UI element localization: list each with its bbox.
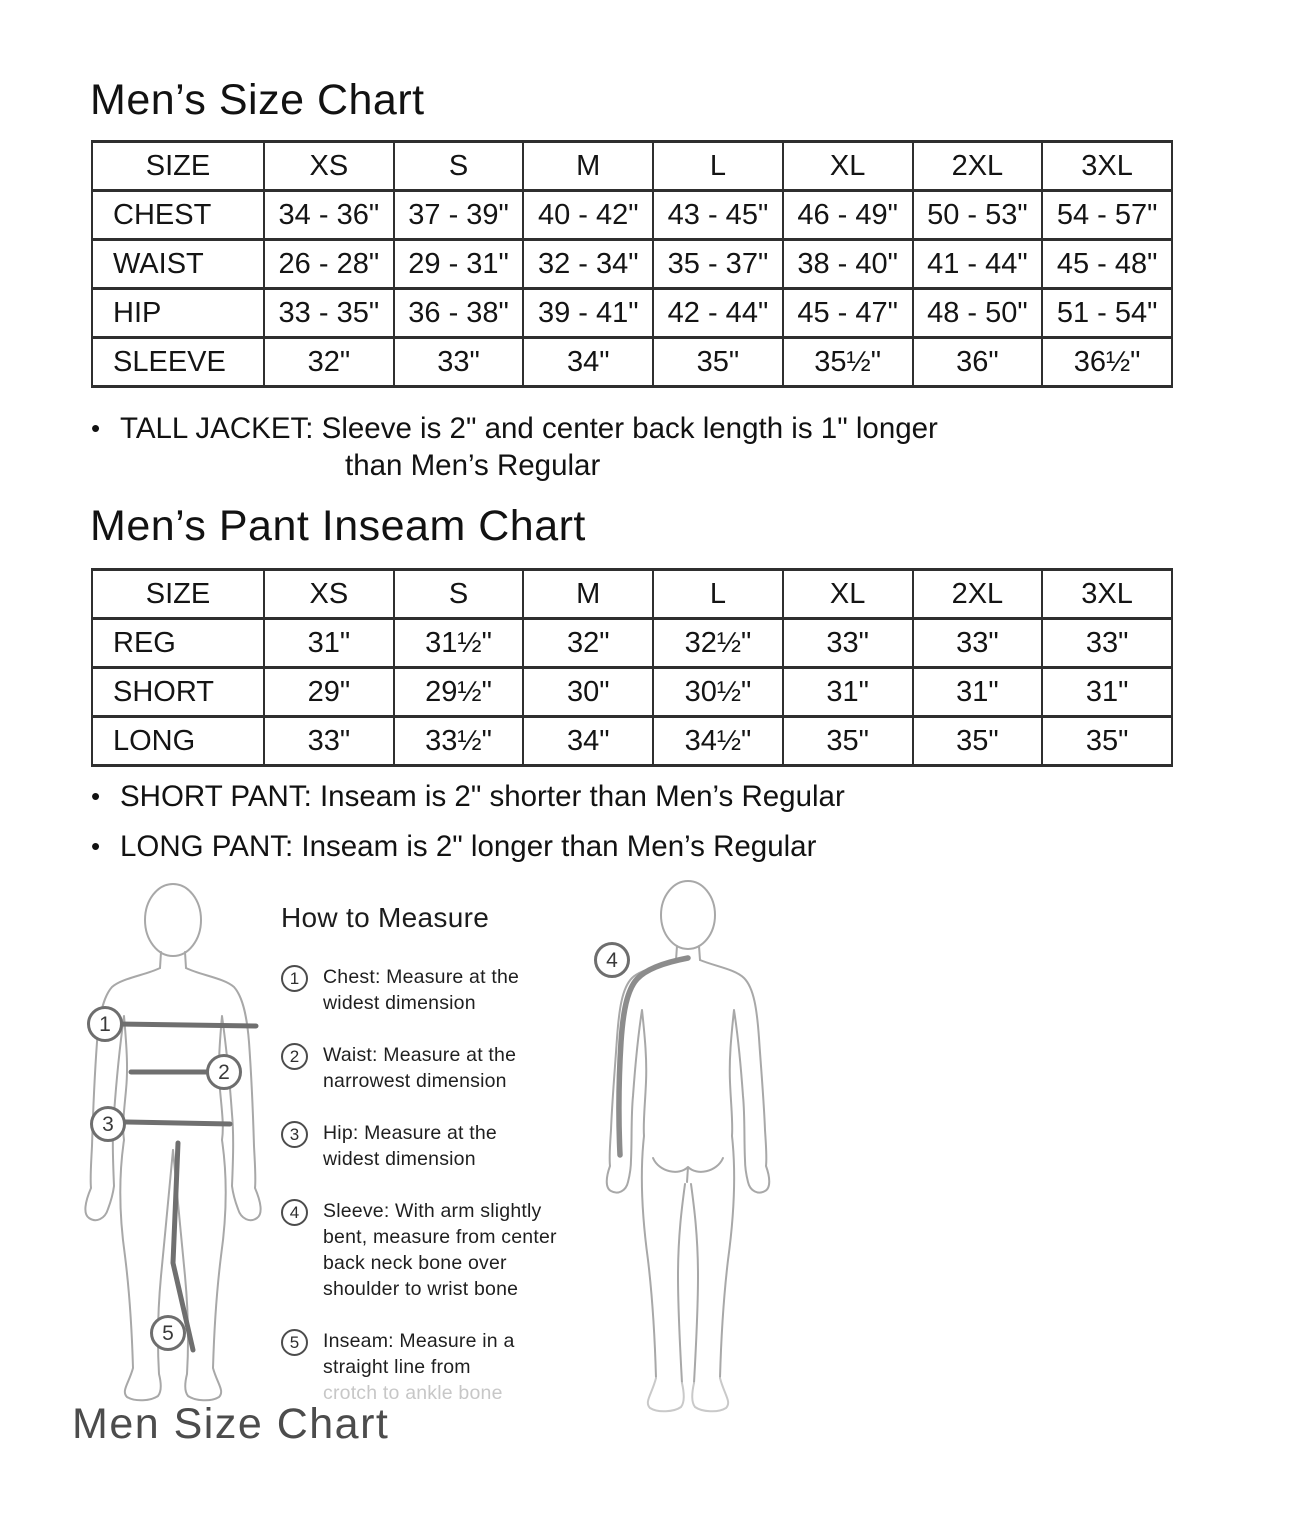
svg-text:4: 4 <box>606 949 618 972</box>
front-body-figure <box>62 878 277 1413</box>
mens-size-chart-title: Men’s Size Chart <box>90 76 425 124</box>
table-cell: 33 - 35" <box>264 289 394 338</box>
short-pant-note-text: SHORT PANT: Inseam is 2" shorter than Men’s Regular <box>120 780 845 813</box>
table-cell: 31" <box>783 668 913 717</box>
sleeve-point-badge <box>596 944 629 977</box>
long-pant-note <box>91 828 1201 865</box>
table-cell: 38 - 40" <box>783 240 913 289</box>
inseam_chart-column-header: L <box>653 570 783 619</box>
table-cell: 37 - 39" <box>394 191 524 240</box>
back-figure-buttocks <box>653 1158 723 1182</box>
size_chart-column-header: XL <box>783 142 913 191</box>
mens-size-chart-table <box>91 140 1173 388</box>
table-cell: 30" <box>523 668 653 717</box>
table-cell: 29 - 31" <box>394 240 524 289</box>
back-figure-head <box>661 881 715 949</box>
row-label: WAIST <box>92 240 264 289</box>
size_chart-column-header: 3XL <box>1042 142 1172 191</box>
bullet-icon: • <box>91 781 101 811</box>
sleeve-measure-line <box>619 958 688 1155</box>
table-cell: 54 - 57" <box>1042 191 1172 240</box>
table-cell: 31" <box>264 619 394 668</box>
step-2-badge-icon: 2 <box>281 1043 308 1070</box>
svg-text:2: 2 <box>218 1061 230 1084</box>
table-cell: 36" <box>913 338 1043 387</box>
step-text: back neck bone over <box>323 1252 507 1274</box>
step-3-badge-icon: 3 <box>281 1121 308 1148</box>
step-5-badge-icon: 5 <box>281 1329 308 1356</box>
svg-text:1: 1 <box>99 1013 111 1036</box>
back-figure-inner-legs <box>678 1184 698 1383</box>
table-cell: 35" <box>653 338 783 387</box>
inseam_chart-column-header: XS <box>264 570 394 619</box>
size_chart-row <box>92 338 1172 387</box>
mens-pant-inseam-table <box>91 568 1173 767</box>
chest-measure-line <box>119 1024 256 1026</box>
table-cell: 50 - 53" <box>913 191 1043 240</box>
table-cell: 36 - 38" <box>394 289 524 338</box>
table-cell: 45 - 48" <box>1042 240 1172 289</box>
size_chart-row <box>92 240 1172 289</box>
size_chart-column-header: XS <box>264 142 394 191</box>
inseam_chart-column-header: M <box>523 570 653 619</box>
table-cell: 31½" <box>394 619 524 668</box>
svg-text:3: 3 <box>102 1113 114 1136</box>
bullet-icon: • <box>91 831 101 861</box>
inseam_chart-column-header: 2XL <box>913 570 1043 619</box>
row-label: HIP <box>92 289 264 338</box>
waist-point-badge <box>208 1056 241 1089</box>
table-cell: 31" <box>913 668 1043 717</box>
table-cell: 26 - 28" <box>264 240 394 289</box>
tall-jacket-note <box>91 410 1201 484</box>
how-to-measure-title: How to Measure <box>281 902 490 933</box>
table-cell: 43 - 45" <box>653 191 783 240</box>
table-cell: 48 - 50" <box>913 289 1043 338</box>
table-cell: 33" <box>394 338 524 387</box>
size_chart-column-header: 2XL <box>913 142 1043 191</box>
size_chart-column-header: L <box>653 142 783 191</box>
table-cell: 35" <box>783 717 913 766</box>
step-text: bent, measure from center <box>323 1226 557 1248</box>
step-text: widest dimension <box>323 1148 476 1170</box>
table-cell: 31" <box>1042 668 1172 717</box>
inseam_chart-column-header: SIZE <box>92 570 264 619</box>
size_chart-column-header: M <box>523 142 653 191</box>
short-pant-note <box>91 778 1201 815</box>
back-body-figure <box>555 870 830 1420</box>
step-text: Waist: Measure at the <box>323 1044 517 1066</box>
step-text: Hip: Measure at the <box>323 1122 497 1144</box>
table-cell: 35" <box>913 717 1043 766</box>
hip-point-badge <box>92 1108 125 1141</box>
back-figure-left-foot <box>648 1378 684 1411</box>
step-1-badge-icon: 1 <box>281 965 308 992</box>
step-text: Chest: Measure at the <box>323 966 520 988</box>
table-cell: 32" <box>523 619 653 668</box>
table-cell: 33" <box>264 717 394 766</box>
inseam_chart-column-header: XL <box>783 570 913 619</box>
hip-measure-line <box>125 1122 230 1124</box>
inseam_chart-column-header: S <box>394 570 524 619</box>
table-cell: 33" <box>913 619 1043 668</box>
front-figure-right-outline <box>173 968 261 1400</box>
size_chart-column-header: SIZE <box>92 142 264 191</box>
size_chart-row <box>92 289 1172 338</box>
size_chart-row <box>92 191 1172 240</box>
table-cell: 33" <box>783 619 913 668</box>
table-cell: 40 - 42" <box>523 191 653 240</box>
size_chart-header-row <box>92 142 1172 191</box>
table-cell: 33½" <box>394 717 524 766</box>
inseam_chart-column-header: 3XL <box>1042 570 1172 619</box>
row-label: REG <box>92 619 264 668</box>
back-figure-right-foot <box>692 1378 728 1411</box>
inseam-point-badge <box>152 1317 185 1350</box>
table-cell: 32½" <box>653 619 783 668</box>
row-label: SHORT <box>92 668 264 717</box>
table-cell: 42 - 44" <box>653 289 783 338</box>
step-4-badge-icon: 4 <box>281 1199 308 1226</box>
svg-text:5: 5 <box>162 1322 174 1345</box>
table-cell: 29½" <box>394 668 524 717</box>
front-figure-head <box>145 884 201 956</box>
row-label: LONG <box>92 717 264 766</box>
table-cell: 35 - 37" <box>653 240 783 289</box>
size_chart-column-header: S <box>394 142 524 191</box>
tall-jacket-note-line2: than Men’s Regular <box>345 449 601 482</box>
inseam_chart-row <box>92 619 1172 668</box>
table-cell: 34" <box>523 717 653 766</box>
row-label: CHEST <box>92 191 264 240</box>
table-cell: 30½" <box>653 668 783 717</box>
step-text: narrowest dimension <box>323 1070 507 1092</box>
chest-point-badge <box>89 1008 122 1041</box>
inseam_chart-row <box>92 717 1172 766</box>
table-cell: 45 - 47" <box>783 289 913 338</box>
inseam_chart-row <box>92 668 1172 717</box>
page-caption: Men Size Chart <box>72 1400 390 1448</box>
table-cell: 32 - 34" <box>523 240 653 289</box>
tall-jacket-note-line1: TALL JACKET: Sleeve is 2" and center back length is 1" longer <box>120 412 938 445</box>
inseam_chart-header-row <box>92 570 1172 619</box>
table-cell: 34½" <box>653 717 783 766</box>
table-cell: 46 - 49" <box>783 191 913 240</box>
step-text: shoulder to wrist bone <box>323 1278 519 1300</box>
table-cell: 41 - 44" <box>913 240 1043 289</box>
table-cell: 29" <box>264 668 394 717</box>
long-pant-note-text: LONG PANT: Inseam is 2" longer than Men’s Regular <box>120 830 817 863</box>
step-text: Inseam: Measure in a <box>323 1330 515 1352</box>
step-text: straight line from <box>323 1356 471 1378</box>
step-text: widest dimension <box>323 992 476 1014</box>
bullet-icon: • <box>91 413 101 443</box>
table-cell: 36½" <box>1042 338 1172 387</box>
table-cell: 33" <box>1042 619 1172 668</box>
table-cell: 35" <box>1042 717 1172 766</box>
mens-pant-inseam-chart-title: Men’s Pant Inseam Chart <box>90 502 586 550</box>
table-cell: 51 - 54" <box>1042 289 1172 338</box>
step-text-faded: crotch to ankle bone <box>323 1382 503 1404</box>
table-cell: 34 - 36" <box>264 191 394 240</box>
row-label: SLEEVE <box>92 338 264 387</box>
table-cell: 32" <box>264 338 394 387</box>
step-text: Sleeve: With arm slightly <box>323 1200 542 1222</box>
table-cell: 35½" <box>783 338 913 387</box>
table-cell: 34" <box>523 338 653 387</box>
table-cell: 39 - 41" <box>523 289 653 338</box>
